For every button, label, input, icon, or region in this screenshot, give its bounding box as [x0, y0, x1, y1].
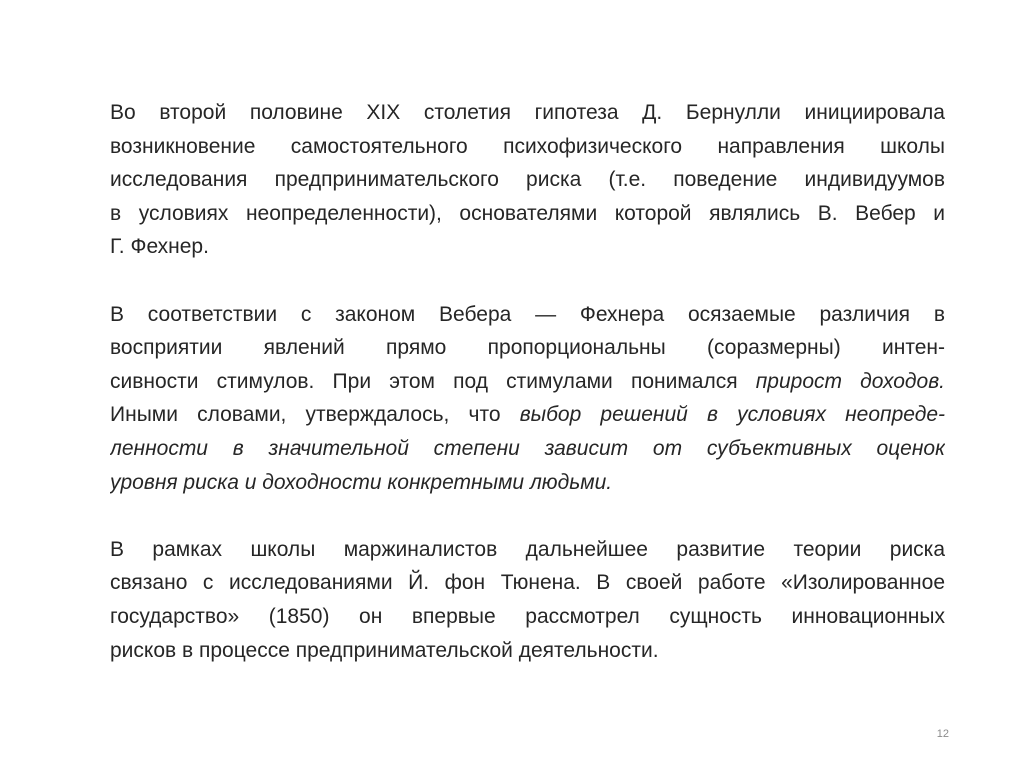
text-line [110, 365, 945, 399]
paragraph-gap [110, 499, 945, 533]
text-line [110, 96, 945, 130]
text-segment: сивности стимулов. При этом под стимулами понимался [110, 369, 756, 393]
text-line [110, 298, 945, 332]
italic-text: выбор решений в условиях неопреде- [519, 403, 945, 427]
text-line [110, 398, 945, 432]
text-line [110, 600, 945, 634]
text-line [110, 331, 945, 365]
text-segment: связано с исследованиями Й. фон Тюнена. В своей работе «Изолированное [110, 571, 945, 595]
text-line [110, 432, 945, 466]
text-line [110, 566, 945, 600]
italic-text: прирост доходов. [755, 369, 945, 393]
text-segment: исследования предпринимательского риска (т.е. поведение индивидуумов [110, 168, 945, 192]
italic-text: уровня риска и доходности конкретными людьми. [110, 470, 613, 494]
slide-body-text [110, 96, 945, 667]
text-line [110, 197, 945, 231]
text-segment: Г. Фехнер. [110, 235, 209, 259]
text-line [110, 163, 945, 197]
text-segment: рисков в процессе предпринимательской деятельности. [110, 638, 659, 662]
text-segment: В рамках школы маржиналистов дальнейшее развитие теории риска [110, 537, 945, 561]
text-line [110, 130, 945, 164]
page-number: 12 [936, 728, 949, 740]
paragraph-gap [110, 264, 945, 298]
text-segment: возникновение самостоятельного психофизического направления школы [110, 134, 945, 158]
text-line [110, 634, 945, 668]
paragraph-3 [110, 533, 945, 667]
text-segment: государство» (1850) он впервые рассмотрел сущность инновационных [110, 604, 945, 628]
text-line [110, 230, 945, 264]
text-segment: восприятии явлений прямо пропорциональны (соразмерны) интен- [110, 336, 945, 360]
text-line [110, 466, 945, 500]
text-segment: В соответствии с законом Вебера — Фехнера осязаемые различия в [110, 302, 945, 326]
paragraph-1 [110, 96, 945, 264]
paragraph-2 [110, 298, 945, 500]
text-line [110, 533, 945, 567]
text-segment: Во второй половине XIX столетия гипотеза Д. Бернулли инициировала [110, 101, 945, 124]
text-segment: Иными словами, утверждалось, что [110, 403, 520, 427]
text-segment: в условиях неопределенности), основателями которой являлись В. Вебер и [110, 201, 945, 225]
italic-text: ленности в значительной степени зависит от субъективных оценок [110, 436, 945, 460]
